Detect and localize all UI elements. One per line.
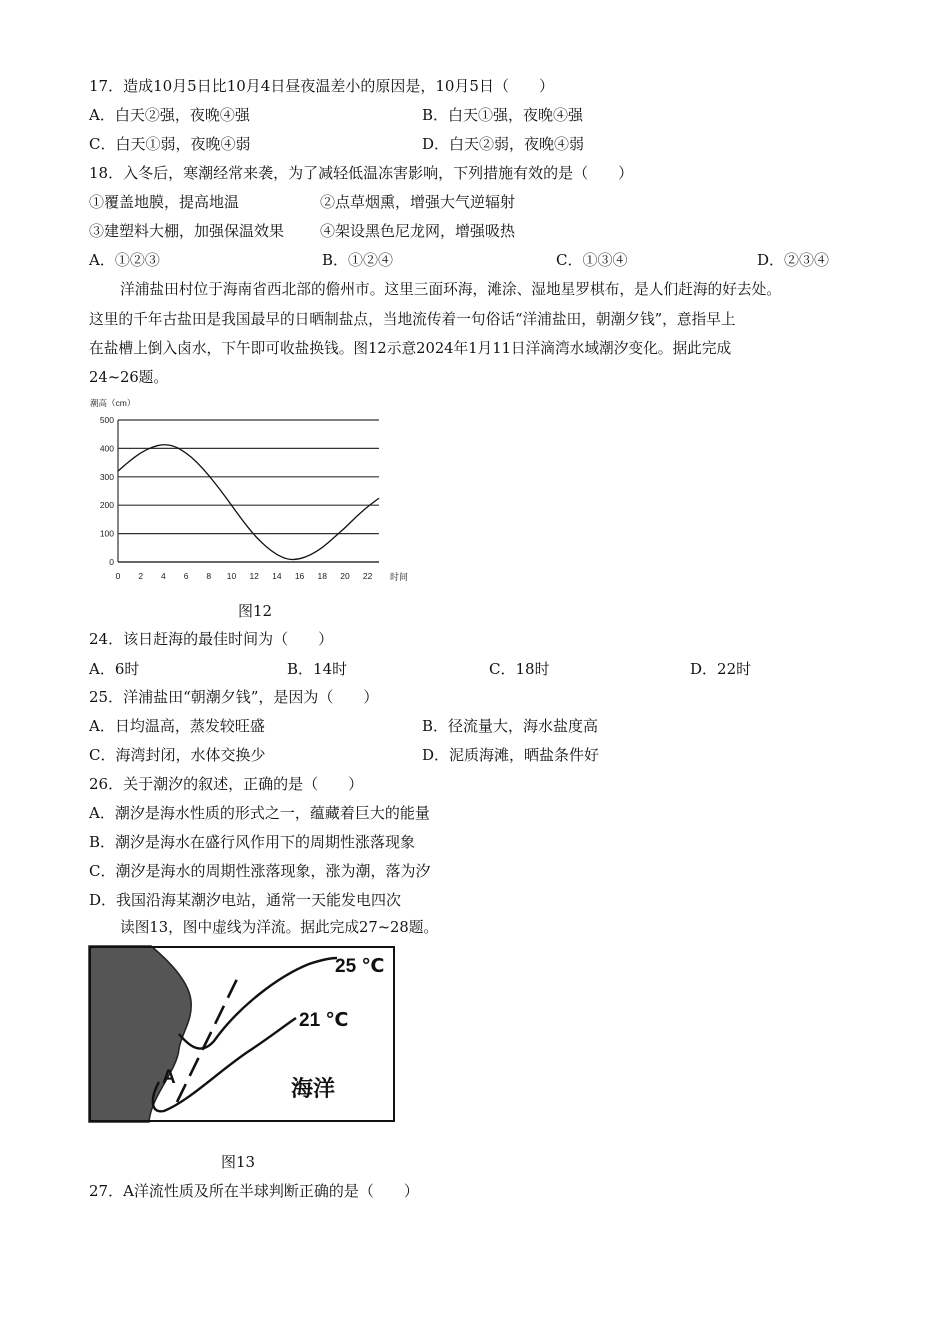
tide-chart	[86, 392, 409, 592]
fig13-caption: 图13	[221, 1153, 256, 1171]
ytick-label-100: 100	[99, 528, 114, 539]
xtick-label-4: 4	[161, 571, 166, 581]
q26-option-a: A．潮汐是海水性质的形式之一，蕴藏着巨大的能量	[89, 804, 430, 822]
xtick-label-8: 8	[206, 571, 212, 581]
passage2-line1: 读图13，图中虚线为洋流。据此完成27~28题。	[120, 919, 439, 936]
q26-option-d: D．我国沿海某潮汐电站，通常一天能发电四次	[89, 891, 402, 909]
q24-option-b: B．14时	[287, 660, 348, 678]
chart-xlabel: 时间	[390, 572, 409, 582]
q25-option-a: A．日均温高，蒸发较旺盛	[89, 717, 265, 735]
ytick-label-0: 0	[109, 557, 114, 567]
q18-measure-1: ①覆盖地膜，提高地温	[89, 193, 240, 211]
isotherm-25	[179, 958, 337, 1049]
q24-option-d: D．22时	[690, 660, 752, 678]
q25-option-d: D．泥质海滩，晒盐条件好	[422, 746, 600, 764]
passage1-line2: 这里的千年古盐田是我国最早的日晒制盐点，当地流传着一句俗话“洋浦盐田，朝潮夕钱”，意指早上	[89, 311, 736, 328]
fig12-caption: 图12	[238, 602, 273, 620]
xtick-label-18: 18	[317, 571, 327, 581]
q24-option-c: C．18时	[489, 660, 550, 678]
q25-option-c: C．海湾封闭，水体交换少	[89, 746, 266, 764]
q24-option-a: A．6时	[89, 660, 140, 678]
land-mass	[89, 946, 191, 1122]
xtick-label-12: 12	[249, 571, 259, 581]
ytick-label-300: 300	[99, 471, 114, 482]
xtick-label-16: 16	[294, 571, 305, 581]
chart-ylabel: 潮高（cm）	[90, 398, 136, 408]
passage1-line4: 24~26题。	[89, 369, 169, 386]
q17-stem: 17．造成10月5日比10月4日昼夜温差小的原因是，10月5日（ ）	[89, 77, 554, 95]
q26-stem: 26．关于潮汐的叙述，正确的是（ ）	[89, 775, 364, 793]
label-ocean: 海洋	[291, 1076, 336, 1102]
q18-option-d: D．②③④	[757, 251, 830, 269]
tide-curve	[118, 445, 379, 560]
label-21c: 21 ℃	[299, 1010, 349, 1031]
xtick-label-6: 6	[183, 571, 189, 581]
ytick-label-500: 500	[99, 415, 114, 425]
q18-option-a: A．①②③	[89, 251, 160, 269]
q18-measure-4: ④架设黑色尼龙网，增强吸热	[320, 222, 516, 240]
q18-measure-2: ②点草烟熏，增强大气逆辐射	[320, 193, 516, 211]
q17-option-d: D．白天②弱，夜晚④弱	[422, 135, 585, 153]
xtick-label-2: 2	[138, 571, 144, 581]
passage1-line3: 在盐槽上倒入卤水，下午即可收盐换钱。图12示意2024年1月11日洋滴湾水域潮汐变化。据此完成	[89, 340, 732, 357]
ytick-label-200: 200	[99, 500, 114, 511]
label-a: A	[162, 1067, 176, 1088]
q25-option-b: B．径流量大，海水盐度高	[422, 717, 599, 735]
q25-stem: 25．洋浦盐田“朝潮夕钱”，是因为（ ）	[89, 688, 379, 706]
xtick-label-22: 22	[362, 571, 373, 581]
xtick-label-0: 0	[115, 571, 121, 581]
passage1-line1: 洋浦盐田村位于海南省西北部的儋州市。这里三面环海，滩涂、湿地星罗棋布，是人们赶海的好去处。	[120, 281, 781, 298]
q26-option-c: C．潮汐是海水的周期性涨落现象，涨为潮，落为汐	[89, 862, 431, 880]
label-25c: 25 ℃	[335, 956, 385, 977]
q24-stem: 24．该日赶海的最佳时间为（ ）	[89, 630, 334, 648]
xtick-label-14: 14	[272, 571, 282, 581]
q27-stem: 27．A洋流性质及所在半球判断正确的是（ ）	[89, 1182, 419, 1200]
q18-stem: 18．入冬后，寒潮经常来袭，为了减轻低温冻害影响，下列措施有效的是（ ）	[89, 164, 634, 182]
q17-option-c: C．白天①弱，夜晚④弱	[89, 135, 251, 153]
q17-option-a: A．白天②强，夜晚④强	[89, 106, 250, 124]
ocean-current-map	[89, 946, 395, 1122]
xtick-label-10: 10	[226, 571, 237, 581]
q26-option-b: B．潮汐是海水在盛行风作用下的周期性涨落现象	[89, 833, 416, 851]
xtick-label-20: 20	[340, 571, 350, 581]
q18-option-c: C．①③④	[556, 251, 628, 269]
q18-option-b: B．①②④	[322, 251, 394, 269]
ytick-label-400: 400	[99, 443, 114, 454]
q17-option-b: B．白天①强，夜晚④强	[422, 106, 584, 124]
q18-measure-3: ③建塑料大棚，加强保温效果	[89, 222, 285, 240]
